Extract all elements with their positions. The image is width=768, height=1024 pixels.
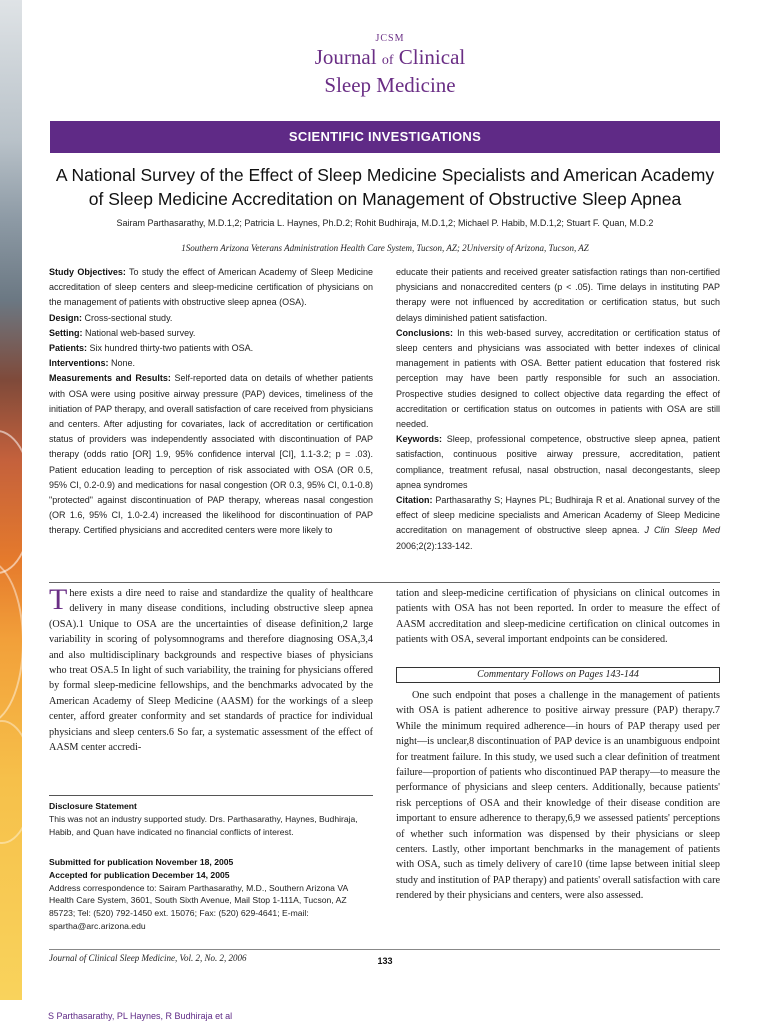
- body-column-right-lower: [396, 688, 720, 904]
- abstract-keywords: Keywords: Sleep, professional competence, obstructive sleep apnea, patient satisfaction, continuous positive airway pressure, accreditation, patient compliance, treatment refusal, nasal obstruction, nasal decongestants, sleep apnea syndromes: [396, 434, 720, 490]
- page-number: 133: [377, 956, 393, 966]
- abstract-conclusions: Conclusions: In this web-based survey, accreditation or certification status of sleep centers and physicians was associated with better indexes of clinical management in patients with OSA. Better patient education that fostered risk perception may have been partly responsible for such an association. Prospective studies designed to collect objective data regarding the effect of accreditation or certification status on outcomes in patients with OSA are still needed.: [396, 327, 720, 430]
- abstract-setting: Setting: National web-based survey.: [49, 327, 196, 338]
- journal-name-part: Clinical: [398, 45, 466, 69]
- abstract-citation: Citation: Parthasarathy S; Haynes PL; Budhiraja R et al. Anational survey of the effect of sleep medicine specialists and American Academy of Sleep Medicine accreditation on management of obstructive sleep apnea. J Clin Sleep Med 2006;2(2):133-142.: [396, 495, 720, 551]
- journal-name-part: of: [381, 53, 394, 68]
- disclosure-text: This was not an industry supported study. Drs. Parthasarathy, Haynes, Budhiraja, Habib, and Quan have indicated no financial conflicts of interest.: [49, 813, 358, 837]
- commentary-notice: Commentary Follows on Pages 143-144: [396, 667, 720, 683]
- correspondence-address: Address correspondence to: Sairam Parthasarathy, M.D., Southern Arizona VA Health Care System, 3601, South Sixth Avenue, Mail Stop 1-111A, Tucson, AZ 85723; Tel: (520) 792-1450 ext. 15076; Fax: (520) 629-4641; E-mail: spartha@arc.arizona.edu: [49, 882, 348, 931]
- disclosure-statement: [49, 800, 373, 838]
- intro-paragraph-continued: tation and sleep-medicine certification of physicians on clinical outcomes in patients with OSA has not been reported. In order to measure the effect of AASM accreditation and sleep-medicine certification on clinical outcomes in patients with OSA, several important endpoints can be considered.: [396, 588, 720, 646]
- abstract-column-left: [49, 265, 373, 539]
- abstract-objectives: Study Objectives: To study the effect of American Academy of Sleep Medicine accreditation of sleep centers and sleep-medicine certification of physicians on the management of patients with obstructive sleep apnea (OSA).: [49, 267, 373, 308]
- accepted-date: Accepted for publication December 14, 2005: [49, 869, 230, 880]
- submitted-date: Submitted for publication November 18, 2005: [49, 857, 234, 867]
- abstract-divider: [49, 582, 720, 583]
- footer-divider: [49, 949, 720, 950]
- abstract-results-continued: educate their patients and received greater satisfaction ratings than non-certified physicians and nonaccredited centers (p < .05). Time delays in instituting PAP therapy were not influenced by accreditation or certification status, but such delays diminished patient satisfaction.: [396, 267, 720, 323]
- abstract-column-right: [396, 265, 720, 554]
- running-head: S Parthasarathy, PL Haynes, R Budhiraja et al: [48, 1011, 233, 1021]
- affiliations: 1Southern Arizona Veterans Administration Health Care System, Tucson, AZ; 2University of Arizona, Tucson, AZ: [181, 243, 589, 253]
- journal-logo: [300, 33, 480, 97]
- section-banner: SCIENTIFIC INVESTIGATIONS: [50, 121, 720, 153]
- submission-info: [49, 856, 373, 933]
- title-line: A National Survey of the Effect of Sleep Medicine Specialists and American Academy: [55, 165, 715, 185]
- footnote-divider: [49, 795, 373, 796]
- endpoint-paragraph: One such endpoint that poses a challenge in the management of patients with OSA is patient adherence to positive airway pressure (PAP) therapy.7 While the minimum required adherence—in hours of PAP therapy used per night—is unclear,8 discontinuation of PAP device is an unambiguous endpoint for treatment failure. In this study, we used such a clear definition of treatment failure—proportion of patients who discontinued PAP therapy—to measure the performance of physicians and sleep centers. Additionally, because patients' risk perceptions of OSA and their knowledge of their disease condition are important to ensure adherence to therapy,6,9 we assessed patients' perceptions of whether such information was dispensed by their physicians or sleep centers. Lastly, other important benchmarks in the management of patients with OSA, such as timely delivery of care10 (time lapse between initial sleep study and institution of PAP therapy) and patients' overall satisfaction with care rendered by their physicians and centers, were also assessed.: [396, 690, 720, 902]
- decorative-side-strip: [0, 0, 22, 1000]
- author-list: Sairam Parthasarathy, M.D.1,2; Patricia L. Haynes, Ph.D.2; Rohit Budhiraja, M.D.1,2; Michael P. Habib, M.D.1,2; Stuart F. Quan, M.D.2: [116, 218, 654, 228]
- journal-footer: Journal of Clinical Sleep Medicine, Vol. 2, No. 2, 2006: [49, 953, 247, 963]
- disclosure-title: Disclosure Statement: [49, 801, 137, 811]
- title-line: of Sleep Medicine Accreditation on Management of Obstructive Sleep Apnea: [88, 189, 682, 209]
- abstract-results: Measurements and Results: Self-reported data on details of whether patients with OSA were using positive airway pressure (PAP) devices, timeliness of the initiation of PAP therapy, and overall satisfaction of care received from physicians and centers. After adjusting for covariates, lack of accreditation or certification status of providers was independently associated with discontinuation of PAP therapy (odds ratio [OR] 1.9, 95% confidence interval [CI], 1.1-3.2; p = .03). Patient education leading to perception of risk associated with OSA (OR 0.5, 95% CI, 0.2-0.9) and medications for nasal congestion (OR 0.3, 95% CI, 0.1-0.8) "protected" against discontinuation of PAP therapy, whereas nasal congestion (OR 1.6, 95% CI, 1.0-2.4) increased the likelihood for discontinuation of PAP therapy. Certified physicians and accredited centers were more likely to: [49, 373, 373, 536]
- journal-name-line2: Sleep Medicine: [324, 73, 456, 97]
- body-column-right: [396, 586, 720, 648]
- journal-abbr: JCSM: [375, 33, 405, 44]
- body-column-left: [49, 583, 373, 755]
- drop-cap: T: [49, 583, 68, 616]
- article-title: [50, 163, 720, 211]
- abstract-interventions: Interventions: None.: [49, 358, 136, 369]
- abstract-patients: Patients: Six hundred thirty-two patients with OSA.: [49, 343, 254, 354]
- journal-name-part: Journal: [314, 45, 377, 69]
- abstract-design: Design: Cross-sectional study.: [49, 312, 173, 323]
- intro-paragraph: There exists a dire need to raise and standardize the quality of healthcare delivery in many disease conditions, including obstructive sleep apnea (OSA).1 Unique to OSA are the uncertainties of disease definition,2 large variability in scoring of polysomnograms and therefore diagnosing OSA,3,4 and also multidisciplinary backgrounds and respective biases of physicians who treat OSA.5 In light of such variability, the training for physicians offered by formal sleep-medicine fellowships, and the benchmarks advocated by the American Academy of Sleep Medicine (AASM) for the workings of a sleep center, afford greater conformity and set standards of practice for individual physicians and sleep centers.6 So far, a systematic assessment of the effect of AASM center accredi-: [49, 583, 373, 754]
